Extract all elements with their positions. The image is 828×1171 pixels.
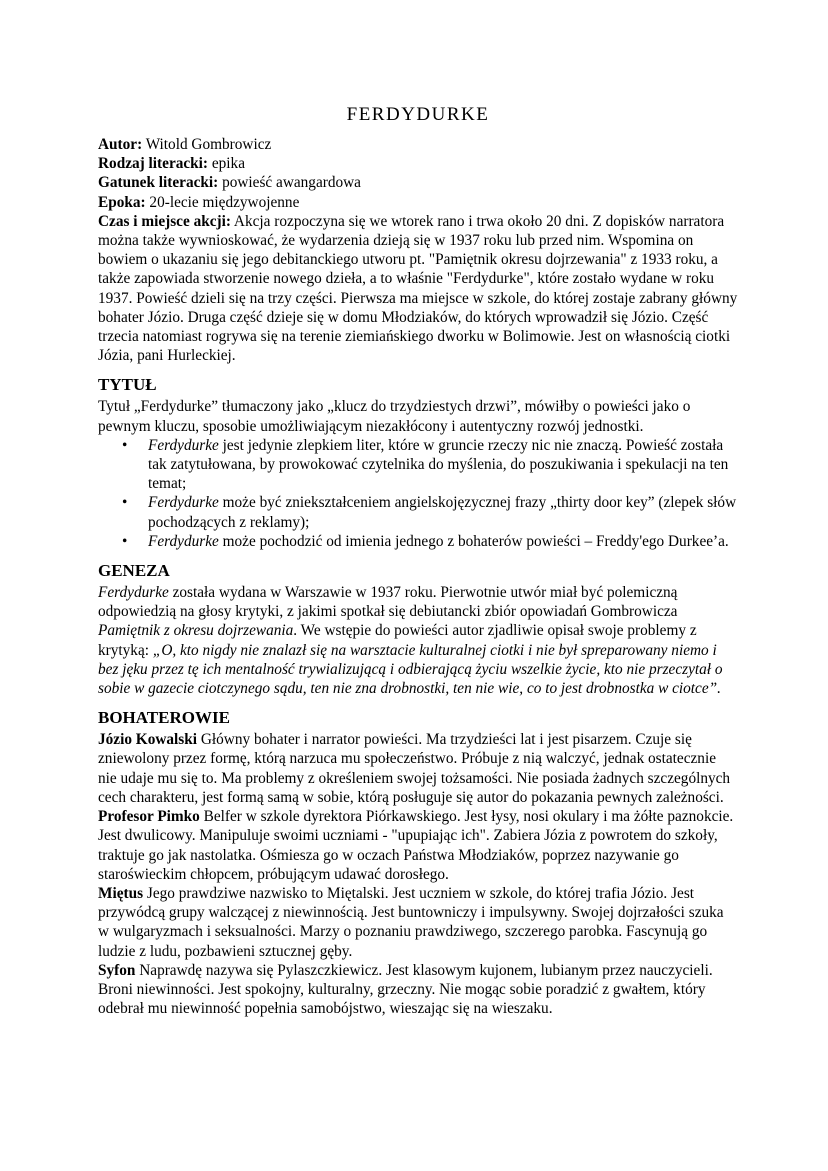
type-value: epika xyxy=(208,155,245,173)
epoch-value: 20-lecie międzywojenne xyxy=(145,193,300,211)
character-entry xyxy=(98,884,738,961)
list-item-text: jest jedynie zlepkiem liter, które w gruncie rzeczy nic nie znaczą. Powieść została tak zatytułowana, by prowokować czytelnika do myślenia, do poszukiwania i spekulacji na ten temat; xyxy=(148,436,729,493)
genre-value: powieść awangardowa xyxy=(218,174,361,192)
character-desc: Naprawdę nazywa się Pylaszczkiewicz. Jest klasowym kujonem, lubianym przez nauczycieli. Broni niewinności. Jest spokojny, kulturalny, grzeczny. Nie mogąc sobie poradzić z gwałtem, który odebrał mu niewinność popełnia samobójstwo, wieszając się na wieszaku. xyxy=(98,961,713,1018)
title-em: Ferdydurke xyxy=(148,494,219,512)
meta-time xyxy=(98,212,738,366)
list-item-text: może być zniekształceniem angielskojęzycznej frazy „thirty door key” (zlepek słów pochodzących z reklamy); xyxy=(148,494,737,531)
character-name: Józio Kowalski xyxy=(98,731,198,749)
title-em: Ferdydurke xyxy=(148,532,219,550)
type-label: Rodzaj literacki: xyxy=(98,155,209,173)
character-desc: Jego prawdziwe nazwisko to Miętalski. Jest uczniem w szkole, do której trafia Józio. Jest przywódcą grupy walczącej z niewinnością. Jest buntowniczy i impulsywny. Swojej dojrzałości szuka w wulgaryzmach i seksualności. Marzy o poznaniu prawdziwego, szczerego parobka. Fascynują go ludzie z ludu, pozbawieni sztucznej gęby. xyxy=(98,884,724,960)
title-em: Ferdydurke xyxy=(148,436,219,454)
genre-label: Gatunek literacki: xyxy=(98,174,219,192)
character-entry xyxy=(98,730,738,807)
list-item xyxy=(148,532,738,551)
geneza-heading: GENEZA xyxy=(98,561,170,581)
geneza-text-2: . We wstępie do powieści autor zjadliwie opisał swoje problemy z krytyką: xyxy=(98,622,697,659)
epoch-label: Epoka: xyxy=(98,193,146,211)
author-label: Autor: xyxy=(98,136,143,153)
author-value: Witold Gombrowicz xyxy=(142,136,272,153)
meta-genre xyxy=(98,173,738,192)
character-desc: Główny bohater i narrator powieści. Ma trzydzieści lat i jest pisarzem. Czuje się zniewolony przez formę, którą narzuca mu społeczeństwo. Próbuje z nią walczyć, jednak ostatecznie nie udaje mu się to. Ma problemy z określeniem swojej tożsamości. Nie posiada żadnych szczególnych cech charakteru, jest formą samą w sobie, którą posługuje się autor do pokazania pewnych zależności. xyxy=(98,731,731,806)
character-entry xyxy=(98,961,738,1019)
document-title: ferdydurke xyxy=(346,96,490,126)
bohaterowie-heading: BOHATEROWIE xyxy=(98,708,230,728)
meta-block xyxy=(98,135,738,365)
geneza-em-book: Pamiętnik z okresu dojrzewania xyxy=(98,622,294,640)
list-item xyxy=(148,436,738,494)
geneza-text xyxy=(98,583,738,698)
meta-epoch xyxy=(98,193,738,212)
time-label: Czas i miejsce akcji: xyxy=(98,212,231,230)
geneza-quote: „O, kto nigdy nie znalazł się na warsztacie kulturalnej ciotki i nie był spreparowany niemo i bez jęku przez tę ich mentalność trywializującą i odbierającą życiu wszelkie życie, kto nie przeczytał o sobie w gazecie ciotczynego sądu, ten nie zna drobnostki, ten nie wie, co to jest drobnostka w ciotce”. xyxy=(98,641,723,698)
tytul-intro: Tytuł „Ferdydurke” tłumaczony jako „klucz do trzydziestych drzwi”, mówiłby o powieści jako o pewnym kluczu, sposobie umożliwiającym niezakłócony i autentyczny rozwój jednostki. xyxy=(98,398,691,435)
tytul-heading: TYTUŁ xyxy=(98,375,157,395)
characters-list xyxy=(98,730,738,1018)
character-name: Syfon xyxy=(98,961,136,979)
character-name: Profesor Pimko xyxy=(98,808,200,826)
geneza-text-1: została wydana w Warszawie w 1937 roku. Pierwotnie utwór miał być polemiczną odpowiedzią na głosy krytyki, z jakimi spotkał się debiutancki zbiór opowiadań Gombrowicza xyxy=(98,584,678,621)
meta-author xyxy=(98,135,738,154)
document-page xyxy=(98,95,738,1018)
list-item-text: może pochodzić od imienia jednego z bohaterów powieści – Freddy'ego Durkee’a. xyxy=(218,532,729,550)
character-desc: Belfer w szkole dyrektora Piórkawskiego. Jest łysy, nosi okulary i ma żółte paznokcie. Jest dwulicowy. Manipuluje swoimi uczniami - "upupiając ich". Zabiera Józia z powrotem do szkoły, traktuje go jak nastolatka. Ośmiesza go w oczach Państwa Młodziaków, poprzez nazywanie go staroświeckim chłopcem, próbującym udawać dorosłego. xyxy=(98,808,734,883)
character-name: Miętus xyxy=(98,884,144,902)
meta-type xyxy=(98,154,738,173)
time-value: Akcja rozpoczyna się we wtorek rano i trwa około 20 dni. Z dopisków narratora można także wywnioskować, że wydarzenia dzieją się w 1937 roku lub przed nim. Wspomina on bowiem o ukazaniu się jego debitanckiego utworu pt. "Pamiętnik okresu dojrzewania" z 1933 roku, a także zapowiada stworzenie nowego dzieła, a to właśnie "Ferdydurke", które zostało wydane w roku 1937. Powieść dzieli się na trzy części. Pierwsza ma miejsce w szkole, do której zostaje zabrany główny bohater Józio. Druga część dzieje się w domu Młodziaków, do których wprowadził się Józio. Część trzecia natomiast rogrywa się na terenie ziemiańskiego dworku w Bolimowie. Jest on własnością ciotki Józia, pani Hurleckiej. xyxy=(98,212,738,365)
geneza-em-title: Ferdydurke xyxy=(98,584,169,602)
character-entry xyxy=(98,807,738,884)
list-item xyxy=(148,493,738,531)
tytul-list xyxy=(98,436,738,551)
